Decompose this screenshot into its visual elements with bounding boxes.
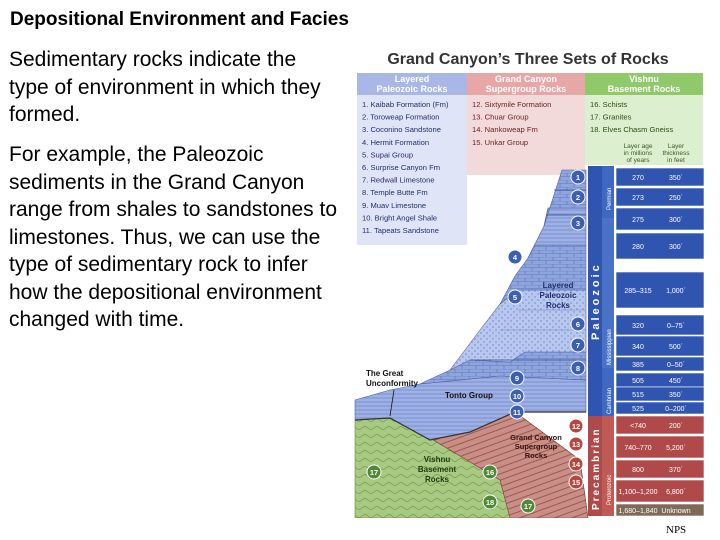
col-vishnu-line2: Basement Rocks [607,84,681,94]
table-thickness-cell: 6,800´ [666,489,686,496]
col-paleozoic-line1: Layered [394,74,430,84]
table-age-cell: 515 [632,392,644,399]
table-thickness-cell: 200´ [668,423,684,430]
layer-marker-label: 2 [575,193,581,202]
layer-marker-label: 18 [485,498,495,507]
table-row-bg [616,460,704,478]
layered-label-2: Paleozoic [539,291,577,300]
supergroup-label-2: Supergroup [514,442,558,451]
layer-marker-label: 10 [512,392,522,401]
layer-marker-label: 6 [575,320,581,329]
table-thickness-cell: 5,200´ [666,445,686,452]
thickness-header-3: in feet [667,157,685,164]
layer-marker-label: 9 [514,374,520,383]
layer-marker-label: 13 [571,440,581,449]
age-header-2: in millions [623,150,653,157]
period-permian: Permian [607,187,613,210]
table-age-cell: 1,680–1,840 [618,508,658,515]
table-thickness-cell: 1,000´ [666,288,686,295]
table-row-bg [616,168,704,186]
paleozoic-list-item: 2. Toroweap Formation [362,112,440,122]
table-age-cell: 320 [632,323,644,330]
supergroup-label-3: Rocks [524,451,548,460]
vishnu-list-item: 17. Granites [590,112,632,122]
period-proterozoic: Proterozoic [607,474,613,505]
layered-label-3: Rocks [545,301,571,310]
paleozoic-list-item: 3. Coconino Sandstone [362,125,441,135]
layer-marker-label: 5 [512,293,518,302]
age-thickness-table [616,168,704,516]
layer-marker-label: 8 [575,364,581,373]
table-row-bg [616,336,704,356]
table-row-bg [616,315,704,335]
table-row-bg [616,387,704,401]
example-paragraph: For example, the Paleozoic sediments in the Grand Canyon range from shales to sandstones to limestones. Thus, we can use the type of sedimentary rock to infer how the depositional environment changed with time. [9,143,338,331]
supergroup-list-item: 15. Unkar Group [472,137,529,147]
table-age-cell: 800 [632,467,644,474]
col-supergroup-line1: Grand Canyon [494,74,558,84]
table-thickness-cell: 300´ [668,217,684,224]
table-age-cell: 340 [632,344,644,351]
paleozoic-list-item: 6. Surprise Canyon Fm [362,163,441,172]
paleozoic-list-item: 9. Muav Limestone [362,200,427,210]
col-vishnu-line1: Vishnu [629,74,659,84]
era-precambrian: Precambrian [591,427,602,510]
unconformity-label-1: The Great [366,369,404,378]
table-row-bg [616,188,704,206]
table-thickness-cell: 350´ [668,175,684,182]
layer-marker-label: 16 [485,468,495,477]
paleozoic-list-item: 4. Hermit Formation [362,137,430,147]
table-row-bg [616,357,704,371]
vishnu-label-3: Rocks [424,475,450,484]
grand-canyon-diagram [350,40,708,518]
table-age-cell: 270 [632,175,644,182]
table-thickness-cell: 250´ [668,195,684,202]
table-row-bg [616,233,704,259]
layer-marker-label: 12 [571,422,581,431]
paleozoic-list-item: 7. Redwall Limestone [362,175,435,185]
thickness-header-2: thickness [662,150,690,157]
table-row-bg [616,373,704,387]
era-paleozoic: Paleozoic [590,262,602,340]
table-age-cell: 1,100–1,200 [618,489,658,496]
table-thickness-cell: 0–75´ [667,323,685,330]
period-cambrian: Cambrian [607,387,613,414]
layer-marker-label: 1 [575,173,581,182]
table-row-bg [616,402,704,414]
table-thickness-cell: Unknown [661,508,691,515]
table-age-cell: <740 [630,423,646,430]
table-age-cell: 285–315 [624,288,652,295]
intro-paragraph: Sedimentary rocks indicate the type of environment in which they formed. [9,48,321,126]
layer-marker-label: 7 [575,341,581,350]
supergroup-list-item: 14. Nankoweap Fm [472,125,538,135]
grand-canyon-figure [350,40,708,518]
layer-marker-label: 17 [369,468,379,477]
layer-marker-label: 17 [523,502,533,511]
table-thickness-cell: 0–200´ [665,406,687,413]
table-thickness-cell: 300´ [668,244,684,251]
table-thickness-cell: 370´ [668,467,684,474]
slide-title: Depositional Environment and Facies [10,9,349,30]
vishnu-list-item: 18. Elves Chasm Gneiss [590,125,674,135]
table-thickness-cell: 500´ [668,344,684,351]
unconformity-label-2: Unconformity [366,379,418,388]
supergroup-label-1: Grand Canyon [510,433,562,442]
layer-marker-label: 4 [512,253,518,262]
period-mississippian: Mississippian [607,329,613,365]
supergroup-list-item: 12. Sixtymile Formation [472,100,552,109]
age-header-3: of years [626,157,650,164]
paleozoic-list [362,100,449,235]
table-age-cell: 740–770 [624,445,652,452]
table-thickness-cell: 0–50´ [667,362,685,369]
table-age-cell: 275 [632,217,644,224]
layered-label-1: Layered [542,281,574,290]
table-thickness-cell: 350´ [668,392,684,399]
layer-marker-label: 14 [571,460,581,469]
thickness-header-1: Layer [667,143,685,150]
layer-marker-label: 11 [513,408,521,417]
table-age-cell: 385 [632,362,644,369]
table-age-cell: 525 [632,406,644,413]
paleozoic-list-item: 10. Bright Angel Shale [362,213,438,223]
figure-title: Grand Canyon’s Three Sets of Rocks [387,51,669,68]
image-credit: NPS [666,524,687,536]
paleozoic-list-item: 8. Temple Butte Fm [362,188,428,198]
paleozoic-list-item: 11. Tapeats Sandstone [362,226,439,235]
vishnu-list-item: 16. Schists [590,100,628,109]
col-paleozoic-line2: Paleozoic Rocks [376,84,448,94]
supergroup-list-item: 13. Chuar Group [472,112,529,122]
table-age-cell: 273 [632,195,644,202]
table-thickness-cell: 450´ [668,378,684,385]
layer-marker-label: 3 [575,219,581,228]
tonto-label: Tonto Group [445,391,493,400]
paleozoic-list-item: 5. Supai Group [362,150,414,160]
col-supergroup-line2: Supergroup Rocks [485,84,567,94]
vishnu-label-2: Basement [417,465,457,474]
paleozoic-list-item: 1. Kaibab Formation (Fm) [362,100,449,109]
layer-marker-label: 15 [571,478,581,487]
table-age-cell: 280 [632,244,644,251]
vishnu-label-1: Vishnu [423,455,451,464]
age-header-1: Layer age [623,143,653,150]
table-row-bg [616,208,704,230]
table-age-cell: 505 [632,378,644,385]
